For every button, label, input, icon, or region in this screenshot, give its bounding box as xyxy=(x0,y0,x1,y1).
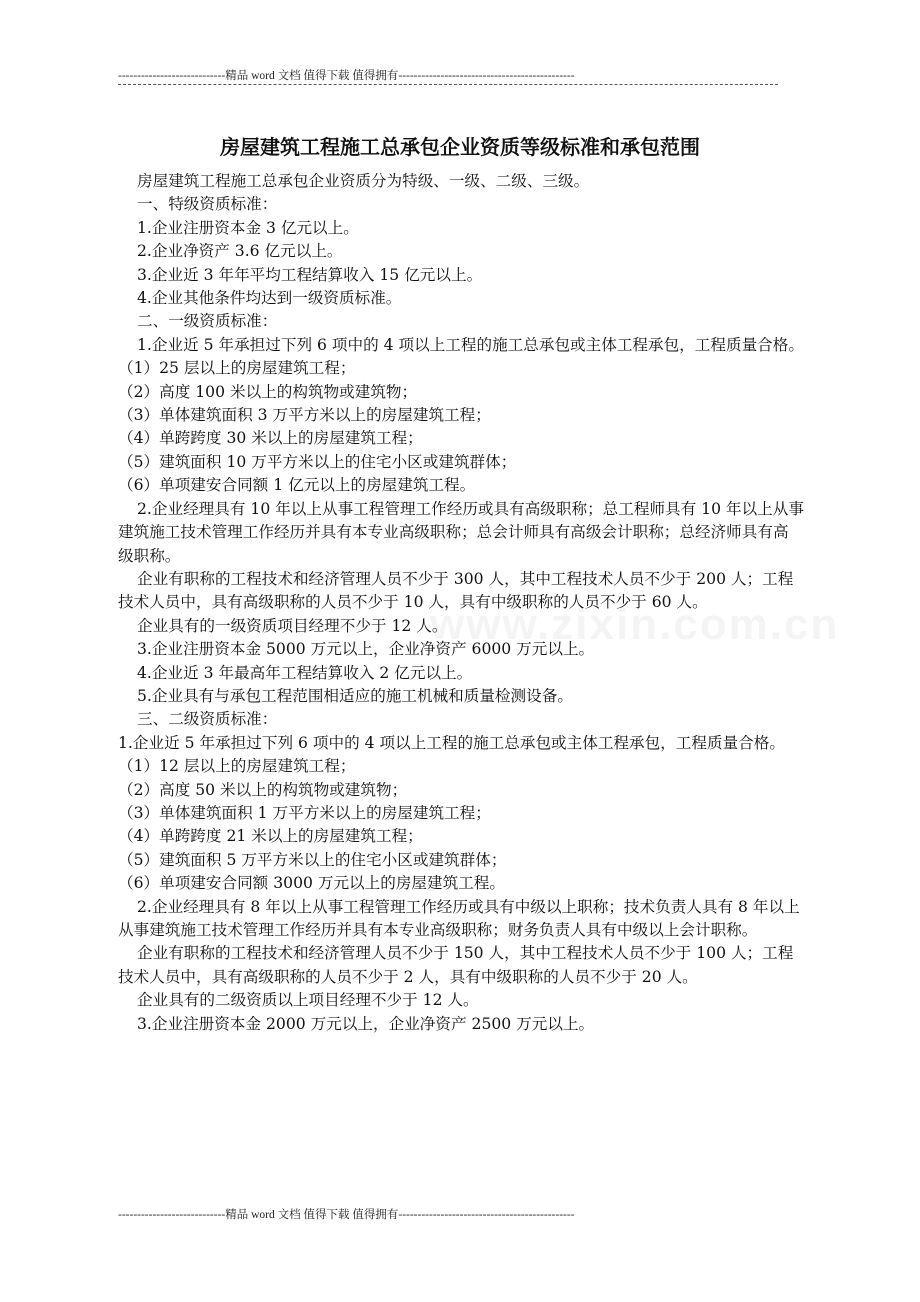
paragraph: 房屋建筑工程施工总承包企业资质分为特级、一级、二级、三级。 xyxy=(137,172,590,190)
paragraph: （5）建筑面积 10 万平方米以上的住宅小区或建筑群体； xyxy=(118,452,517,471)
paragraph: （2）高度 100 米以上的构筑物或建筑物； xyxy=(118,382,418,401)
paragraph: 3.企业近 3 年年平均工程结算收入 15 亿元以上。 xyxy=(137,265,483,284)
page-header: ----------------------------精品 word 文档 值得下载 值得拥有---------------------------------------------- xyxy=(118,70,575,82)
paragraph: （6）单项建安合同额 1 亿元以上的房屋建筑工程。 xyxy=(118,476,476,495)
paragraph: 企业有职称的工程技术和经济管理人员不少于 300 人，其中工程技术人员不少于 200 人；工程技术人员中，具有高级职称的人员不少于 10 人，具有中级职称的人员不少于 60 人。 xyxy=(118,569,794,612)
header-divider xyxy=(118,84,778,85)
paragraph: 企业具有的一级资质项目经理不少于 12 人。 xyxy=(137,616,448,635)
paragraph: 二、一级资质标准： xyxy=(137,312,278,331)
paragraph: 三、二级资质标准： xyxy=(137,710,278,729)
paragraph: （3）单体建筑面积 1 万平方米以上的房屋建筑工程； xyxy=(118,803,491,822)
paragraph: 2.企业经理具有 8 年以上从事工程管理工作经历或具有中级以上职称；技术负责人具有 8 年以上从事建筑施工技术管理工作经历并具有本专业高级职称；财务负责人具有中级以上会计职称。 xyxy=(118,897,800,939)
paragraph: （2）高度 50 米以上的构筑物或建筑物； xyxy=(118,780,408,799)
paragraph: （3）单体建筑面积 3 万平方米以上的房屋建筑工程； xyxy=(118,406,491,425)
paragraph: 3.企业注册资本金 5000 万元以上，企业净资产 6000 万元以上。 xyxy=(137,640,595,659)
paragraph: 1.企业近 5 年承担过下列 6 项中的 4 项以上工程的施工总承包或主体工程承包，工程质量合格。 xyxy=(118,733,785,752)
paragraph: 1.企业近 5 年承担过下列 6 项中的 4 项以上工程的施工总承包或主体工程承包，工程质量合格。 xyxy=(137,335,804,354)
paragraph: （5）建筑面积 5 万平方米以上的住宅小区或建筑群体； xyxy=(118,850,507,869)
watermark: www.zixin.com.cn xyxy=(430,600,840,649)
paragraph: 3.企业注册资本金 2000 万元以上，企业净资产 2500 万元以上。 xyxy=(137,1014,595,1033)
paragraph: 5.企业具有与承包工程范围相适应的施工机械和质量检测设备。 xyxy=(137,686,573,705)
document-body xyxy=(118,170,804,1036)
document-title: 房屋建筑工程施工总承包企业资质等级标准和承包范围 xyxy=(220,135,700,159)
page-footer: ----------------------------精品 word 文档 值得下载 值得拥有---------------------------------------------- xyxy=(118,1209,575,1221)
paragraph: （4）单跨跨度 30 米以上的房屋建筑工程； xyxy=(118,429,423,448)
paragraph: 企业有职称的工程技术和经济管理人员不少于 150 人，其中工程技术人员不少于 100 人；工程技术人员中，具有高级职称的人员不少于 2 人，具有中级职称的人员不少于 20 人。 xyxy=(118,944,794,986)
paragraph: 4.企业近 3 年最高年工程结算收入 2 亿元以上。 xyxy=(137,663,473,682)
paragraph: （4）单跨跨度 21 米以上的房屋建筑工程； xyxy=(118,827,423,846)
paragraph: 2.企业经理具有 10 年以上从事工程管理工作经历或具有高级职称；总工程师具有 10 年以上从事建筑施工技术管理工作经历并具有本专业高级职称；总会计师具有高级会计职称；总经济师具有高级职称。 xyxy=(118,499,804,565)
paragraph: 企业具有的二级资质以上项目经理不少于 12 人。 xyxy=(137,991,479,1010)
paragraph: 1.企业注册资本金 3 亿元以上。 xyxy=(137,218,359,237)
paragraph: 2.企业净资产 3.6 亿元以上。 xyxy=(137,242,343,261)
paragraph: （1）25 层以上的房屋建筑工程； xyxy=(118,359,356,378)
paragraph: 4.企业其他条件均达到一级资质标准。 xyxy=(137,289,402,308)
paragraph: （6）单项建安合同额 3000 万元以上的房屋建筑工程。 xyxy=(118,874,505,893)
paragraph: 一、特级资质标准： xyxy=(137,195,278,214)
paragraph: （1）12 层以上的房屋建筑工程； xyxy=(118,757,356,776)
